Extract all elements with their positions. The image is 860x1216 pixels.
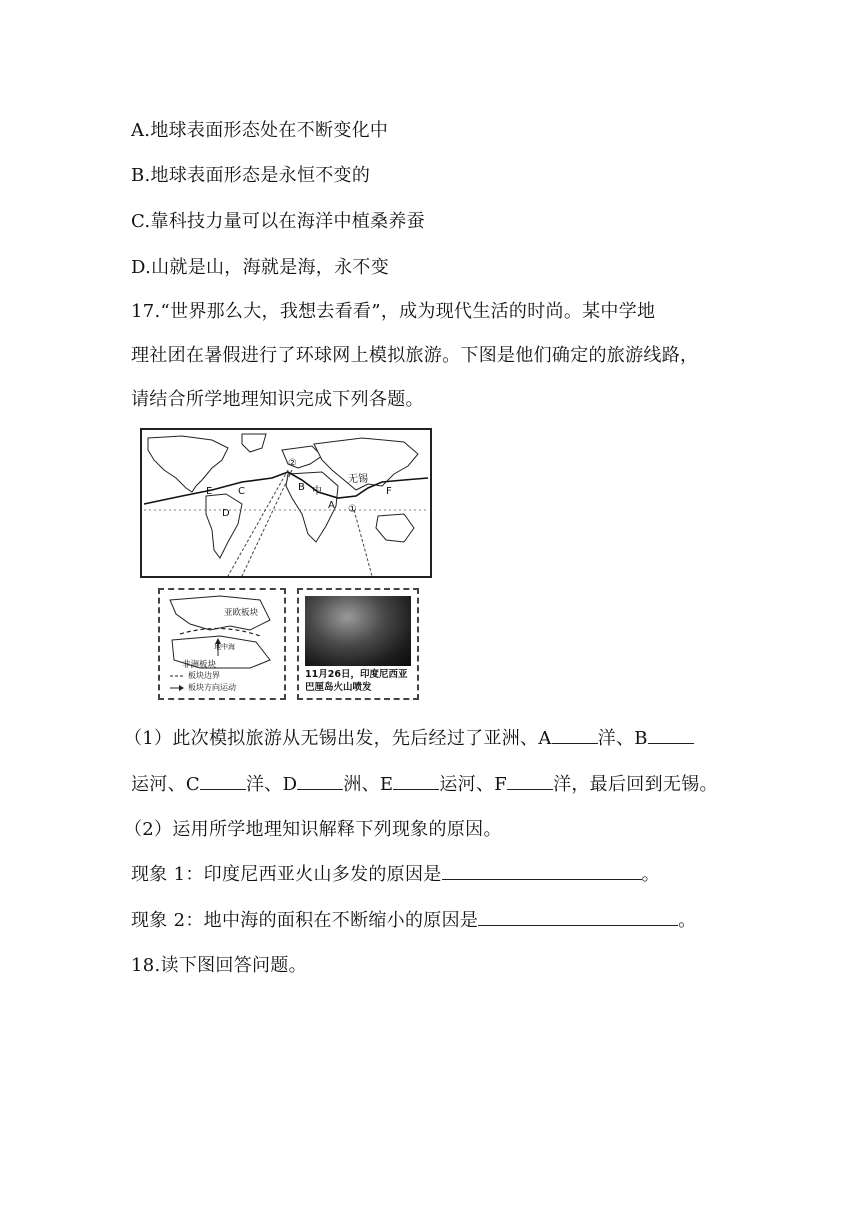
answer-blank-b[interactable] [648,725,694,744]
label-mediterranean: 地中海 [214,643,235,651]
p1-text-5: 洲、E [343,774,394,795]
label-f: F [386,486,392,497]
answer-blank-phen1[interactable] [442,861,642,880]
phen1-end: 。 [641,864,660,885]
option-b: B.地球表面形态是永恒不变的 [131,165,371,186]
volcano-photo [305,596,411,666]
world-map-drawing [142,430,430,576]
label-c: C [238,486,245,497]
option-a: A.地球表面形态处在不断变化中 [131,120,389,141]
q17-stem-line1: 17.“世界那么大，我想去看看”，成为现代生活的时尚。某中学地 [131,301,656,322]
answer-blank-e[interactable] [393,771,439,790]
label-zhong: 中 [312,486,322,497]
q17-part1-line1 [124,724,694,750]
answer-blank-phen2[interactable] [478,907,678,926]
p1-text-4: 洋、D [245,774,298,795]
answer-blank-d[interactable] [297,771,343,790]
label-a: A [328,500,335,511]
label-e: E [206,486,213,497]
p1-text-1: （1）此次模拟旅游从无锡出发，先后经过了亚洲、A [124,728,552,749]
answer-blank-f[interactable] [507,771,553,790]
label-african-plate: 非洲板块 [182,660,217,670]
world-map [140,428,432,578]
label-wuxi: 无锡 [348,474,368,485]
label-d: D [222,508,230,519]
label-eurasian-plate: 亚欧板块 [224,608,259,618]
q17-stem-line3: 请结合所学地理知识完成下列各题。 [131,389,424,410]
phenomenon-1 [131,860,660,886]
p1-text-3: 运河、C [131,774,200,795]
p1-text-7: 洋，最后回到无锡。 [553,774,718,795]
q17-stem-line2: 理社团在暑假进行了环球网上模拟旅游。下图是他们确定的旅游线路， [131,345,699,366]
q17-part2-heading: （2）运用所学地理知识解释下列现象的原因。 [124,819,502,840]
volcano-inset [297,588,419,700]
p1-text-2: 洋、B [597,728,648,749]
phenomenon-2 [131,906,696,932]
label-point1: ① [348,504,357,515]
option-d: D.山就是山，海就是海，永不变 [131,257,390,278]
q18-stem: 18.读下图回答问题。 [131,955,307,976]
phen1-text: 现象 1：印度尼西亚火山多发的原因是 [131,864,442,885]
legend-boundary: 板块边界 [188,671,220,680]
phen2-text: 现象 2：地中海的面积在不断缩小的原因是 [131,910,479,931]
label-point2: ② [288,458,297,469]
answer-blank-a[interactable] [552,725,598,744]
legend-direction: 板块方向运动 [188,683,236,692]
volcano-caption: 11月26日，印度尼西亚巴厘岛火山喷发 [305,669,408,693]
phen2-end: 。 [678,910,697,931]
q17-part1-line2 [131,770,718,796]
option-c: C.靠科技力量可以在海洋中植桑养蚕 [131,211,425,232]
p1-text-6: 运河、F [439,774,508,795]
route-figure [140,428,436,708]
plate-inset [158,588,286,700]
label-b: B [298,482,305,493]
answer-blank-c[interactable] [200,771,246,790]
